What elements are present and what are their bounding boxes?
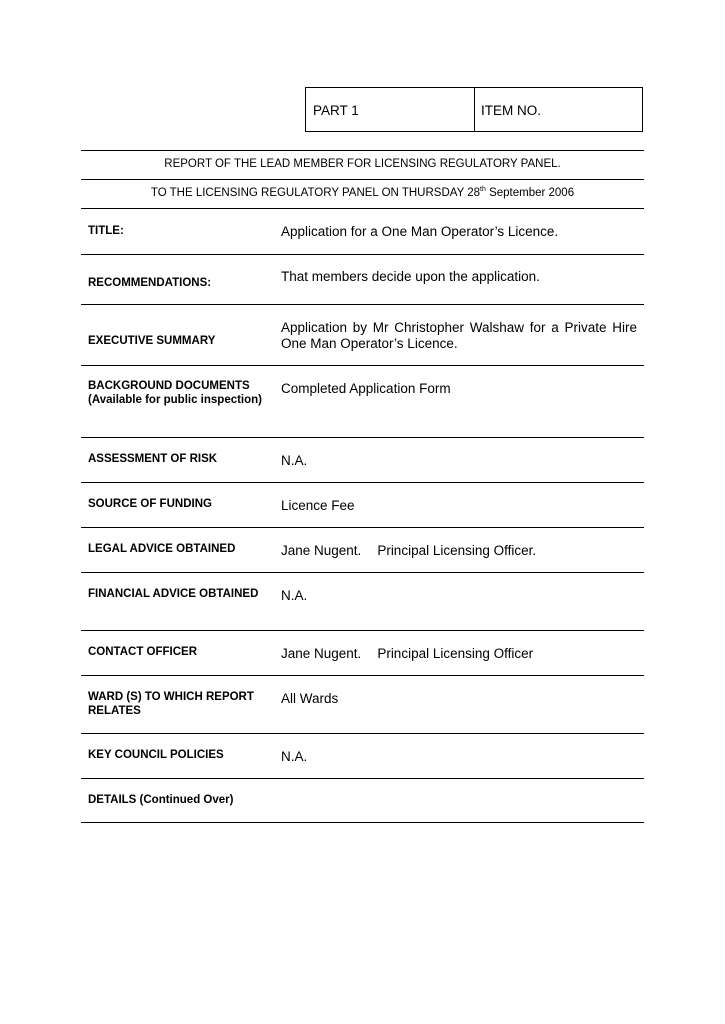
contact-officer-name: Jane Nugent. (281, 646, 362, 661)
divider (81, 778, 644, 779)
key-council-policies-value: N.A. (281, 749, 308, 764)
legal-advice-role: Principal Licensing Officer. (377, 543, 537, 558)
panel-date-suffix: September 2006 (485, 187, 575, 199)
divider (81, 822, 644, 823)
title-label: TITLE: (88, 225, 124, 237)
divider (81, 437, 644, 438)
divider (81, 482, 644, 483)
wards-value: All Wards (281, 691, 339, 706)
divider (81, 365, 644, 366)
part-label: PART 1 (306, 88, 475, 131)
panel-date-line (81, 187, 644, 199)
assessment-of-risk-value: N.A. (281, 453, 308, 468)
divider (81, 527, 644, 528)
contact-officer-role: Principal Licensing Officer (377, 646, 534, 661)
wards-label: WARD (S) TO WHICH REPORT RELATES (88, 691, 254, 717)
executive-summary-label: EXECUTIVE SUMMARY (88, 335, 216, 347)
divider (81, 304, 644, 305)
legal-advice-label: LEGAL ADVICE OBTAINED (88, 543, 236, 555)
recommendations-value: That members decide upon the application. (281, 269, 540, 284)
part-item-box (305, 87, 643, 132)
contact-officer-value (281, 646, 637, 662)
divider (81, 675, 644, 676)
assessment-of-risk-label: ASSESSMENT OF RISK (88, 453, 218, 465)
divider (81, 208, 644, 209)
details-label: DETAILS (Continued Over) (88, 794, 234, 806)
key-council-policies-label: KEY COUNCIL POLICIES (88, 749, 224, 761)
date-ordinal-suffix: th (480, 186, 486, 194)
panel-date-prefix: TO THE LICENSING REGULATORY PANEL ON THURSDAY 28 (150, 187, 481, 199)
recommendations-label: RECOMMENDATIONS: (88, 277, 212, 289)
legal-advice-value (281, 543, 637, 559)
divider (81, 150, 644, 151)
report-heading: REPORT OF THE LEAD MEMBER FOR LICENSING REGULATORY PANEL. (164, 158, 561, 170)
divider (81, 733, 644, 734)
financial-advice-value: N.A. (281, 588, 308, 603)
executive-summary-value: Application by Mr Christopher Walshaw for a Private Hire One Man Operator’s Licence. (281, 320, 637, 351)
divider (81, 254, 644, 255)
contact-officer-label: CONTACT OFFICER (88, 646, 198, 658)
background-documents-label: BACKGROUND DOCUMENTS (Available for public inspection) (88, 380, 263, 406)
divider (81, 179, 644, 180)
divider (81, 572, 644, 573)
financial-advice-label: FINANCIAL ADVICE OBTAINED (88, 588, 259, 600)
source-of-funding-label: SOURCE OF FUNDING (88, 498, 212, 510)
divider (81, 630, 644, 631)
title-value: Application for a One Man Operator’s Licence. (281, 224, 559, 239)
source-of-funding-value: Licence Fee (281, 498, 355, 513)
background-documents-value: Completed Application Form (281, 381, 451, 396)
legal-advice-name: Jane Nugent. (281, 543, 362, 558)
item-number-label: ITEM NO. (481, 103, 541, 118)
